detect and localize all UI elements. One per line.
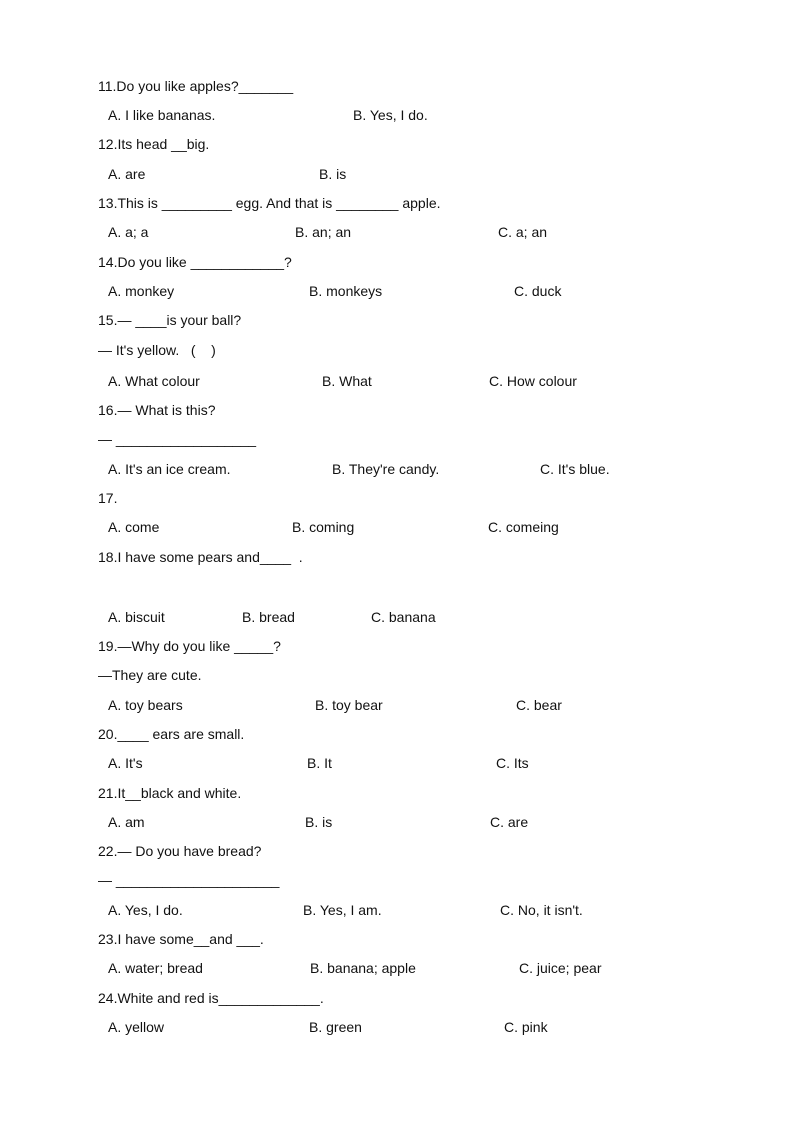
options-row xyxy=(108,753,754,773)
options-row xyxy=(108,958,754,978)
options-row xyxy=(108,607,754,627)
answer-option[interactable]: B. an; an xyxy=(295,224,352,240)
question-stem: 11.Do you like apples?_______ xyxy=(98,78,294,94)
answer-option[interactable]: B. bread xyxy=(242,609,295,625)
answer-option[interactable]: B. It xyxy=(307,755,332,771)
answer-option[interactable]: C. No, it isn't. xyxy=(500,902,583,918)
answer-option[interactable]: B. monkeys xyxy=(309,283,383,299)
answer-option[interactable]: A. yellow xyxy=(108,1019,165,1035)
answer-option[interactable]: A. come xyxy=(108,519,160,535)
answer-option[interactable]: B. toy bear xyxy=(315,697,383,713)
answer-option[interactable]: C. It's blue. xyxy=(540,461,610,477)
question-stem: 12.Its head __big. xyxy=(98,136,210,152)
question-stem: 15.— ____is your ball? xyxy=(98,312,242,328)
answer-option[interactable]: A. toy bears xyxy=(108,697,183,713)
answer-option[interactable]: B. What xyxy=(322,373,372,389)
answer-line: — _____________________ xyxy=(98,872,280,888)
answer-option[interactable]: B. is xyxy=(319,166,347,182)
answer-option[interactable]: A. are xyxy=(108,166,146,182)
answer-line: —They are cute. xyxy=(98,667,202,683)
options-row xyxy=(108,812,754,832)
question-stem: 14.Do you like ____________? xyxy=(98,254,292,270)
answer-option[interactable]: C. a; an xyxy=(498,224,548,240)
answer-line: — It's yellow. ( ) xyxy=(98,342,216,358)
options-row xyxy=(108,695,754,715)
answer-option[interactable]: B. coming xyxy=(292,519,355,535)
answer-option[interactable]: B. is xyxy=(305,814,333,830)
question-stem: 21.It__black and white. xyxy=(98,785,242,801)
answer-option[interactable]: A. monkey xyxy=(108,283,175,299)
options-row xyxy=(108,1017,754,1037)
answer-line: — __________________ xyxy=(98,431,257,447)
options-row xyxy=(108,105,754,125)
answer-option[interactable]: C. juice; pear xyxy=(519,960,602,976)
answer-option[interactable]: A. am xyxy=(108,814,145,830)
question-stem: 20.____ ears are small. xyxy=(98,726,245,742)
options-row xyxy=(108,371,754,391)
answer-option[interactable]: C. bear xyxy=(516,697,562,713)
answer-option[interactable]: A. Yes, I do. xyxy=(108,902,183,918)
answer-option[interactable]: C. How colour xyxy=(489,373,577,389)
question-stem: 22.— Do you have bread? xyxy=(98,843,262,859)
question-stem: 13.This is _________ egg. And that is ________ apple. xyxy=(98,195,441,211)
answer-option[interactable]: A. biscuit xyxy=(108,609,165,625)
answer-option[interactable]: A. a; a xyxy=(108,224,149,240)
answer-option[interactable]: A. What colour xyxy=(108,373,200,389)
answer-option[interactable]: C. duck xyxy=(514,283,562,299)
answer-option[interactable]: B. green xyxy=(309,1019,362,1035)
options-row xyxy=(108,517,754,537)
question-stem: 17. xyxy=(98,490,118,506)
answer-option[interactable]: A. I like bananas. xyxy=(108,107,216,123)
question-stem: 18.I have some pears and____ . xyxy=(98,549,303,565)
answer-option[interactable]: C. comeing xyxy=(488,519,559,535)
question-stem: 24.White and red is_____________. xyxy=(98,990,324,1006)
options-row xyxy=(108,900,754,920)
options-row xyxy=(108,222,754,242)
answer-option[interactable]: A. It's an ice cream. xyxy=(108,461,231,477)
answer-option[interactable]: C. banana xyxy=(371,609,436,625)
answer-option[interactable]: A. water; bread xyxy=(108,960,203,976)
question-stem: 16.— What is this? xyxy=(98,402,216,418)
options-row xyxy=(108,164,754,184)
answer-option[interactable]: B. Yes, I do. xyxy=(353,107,428,123)
answer-option[interactable]: B. banana; apple xyxy=(310,960,416,976)
question-stem: 19.—Why do you like _____? xyxy=(98,638,281,654)
answer-option[interactable]: C. Its xyxy=(496,755,529,771)
answer-option[interactable]: B. They're candy. xyxy=(332,461,440,477)
options-row xyxy=(108,281,754,301)
answer-option[interactable]: C. pink xyxy=(504,1019,548,1035)
answer-option[interactable]: B. Yes, I am. xyxy=(303,902,382,918)
answer-option[interactable]: A. It's xyxy=(108,755,143,771)
answer-option[interactable]: C. are xyxy=(490,814,529,830)
options-row xyxy=(108,459,754,479)
question-stem: 23.I have some__and ___. xyxy=(98,931,264,947)
